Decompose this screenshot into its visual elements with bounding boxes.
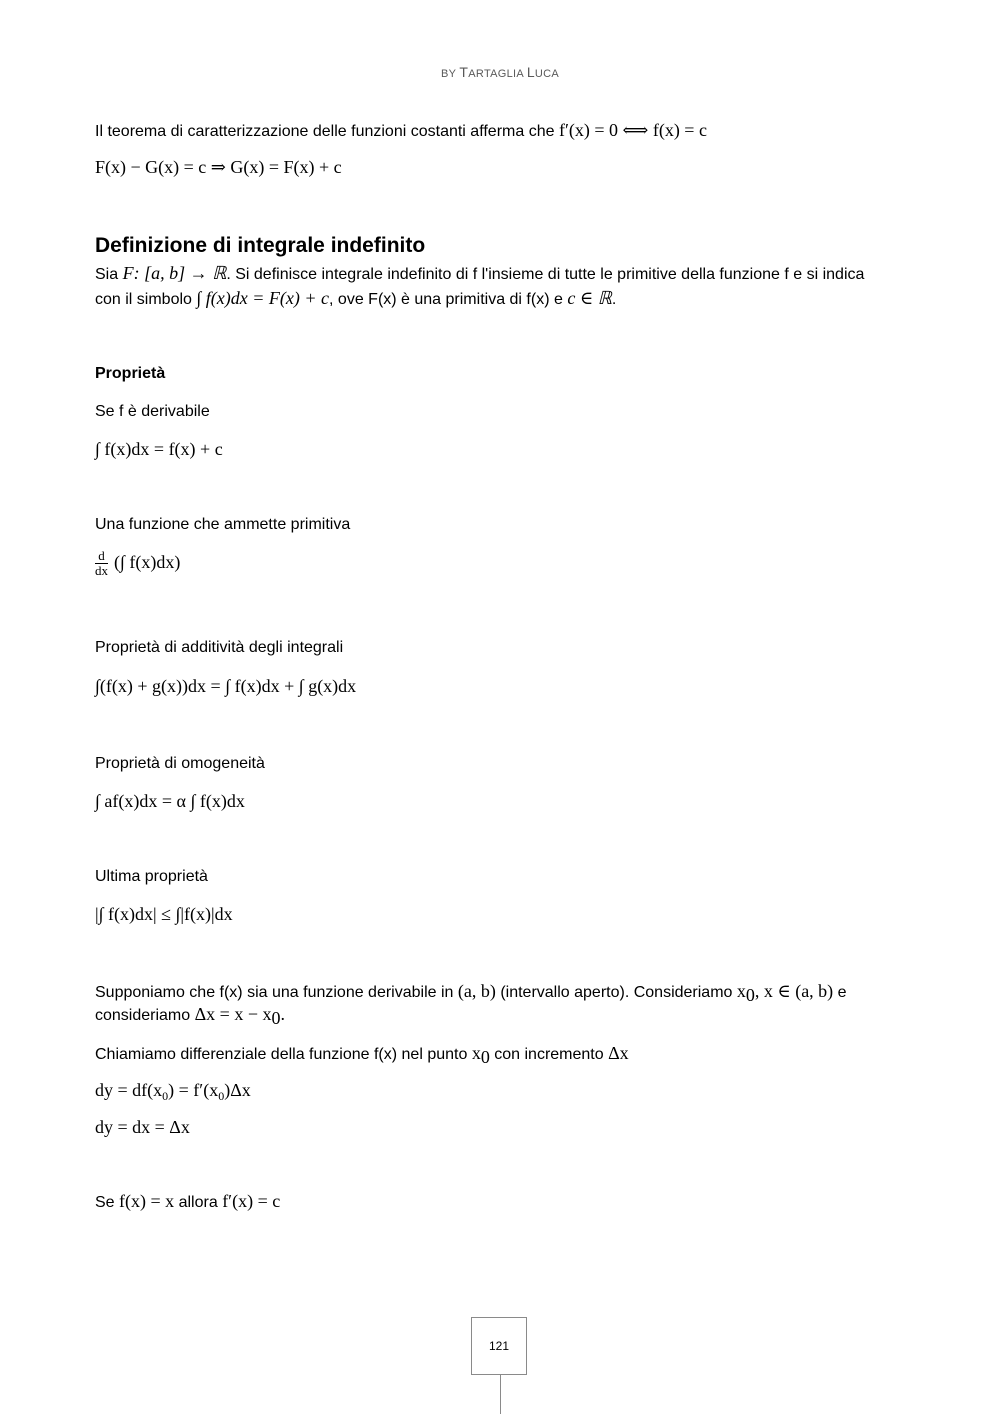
running-header: BY TARTAGLIA LUCA	[440, 64, 560, 80]
additivity-formula: ∫(f(x) + g(x))dx = ∫ f(x)dx + ∫ g(x)dx	[95, 676, 357, 696]
homogeneity-label: Proprietà di omogeneità	[95, 755, 265, 772]
page-number-box	[471, 1317, 527, 1375]
theorem-formula: f′(x) = 0 ⟺ f(x) = c	[558, 120, 707, 140]
constant-formula: c ∈ ℝ	[567, 288, 612, 308]
derivable-label: Se f è derivabile	[95, 403, 210, 420]
relation-formula: F(x) − G(x) = c ⇒ G(x) = F(x) + c	[95, 157, 342, 177]
definition-line-1: Sia F: [a, b] → ℝ. Si definisce integrale indefinito di f l'insieme di tutte le primitive della funzione f e si indica	[95, 263, 865, 283]
map-formula: F: [a, b] → ℝ	[122, 263, 227, 283]
primitive-formula-row	[95, 549, 180, 579]
primitive-formula: (∫ f(x)dx)	[114, 551, 181, 572]
definition-line-2: con il simbolo ∫ f(x)dx = F(x) + c, ove F(x) è una primitiva di f(x) e c ∈ ℝ.	[95, 288, 617, 308]
last-property-formula: |∫ f(x)dx| ≤ ∫|f(x)|dx	[95, 904, 233, 924]
properties-title: Proprietà	[95, 365, 166, 382]
differential-definition: Chiamiamo differenziale della funzione f(x) nel punto $x_0$ con incremento Δx	[95, 1043, 629, 1067]
integral-formula: ∫ f(x)dx = F(x) + c	[196, 288, 330, 308]
page-number: 121	[488, 1339, 510, 1353]
differential-equation-2: dy = dx = Δx	[95, 1117, 190, 1137]
last-property-label: Ultima proprietà	[95, 868, 208, 885]
homogeneity-formula: ∫ af(x)dx = α ∫ f(x)dx	[95, 791, 245, 811]
derivable-formula: ∫ f(x)dx = f(x) + c	[95, 439, 223, 459]
differential-paragraph-1: Supponiamo che f(x) sia una funzione derivabile in (a, b) (intervallo aperto). Consideriamo $x_0$, x ∈ (a, b) e	[95, 981, 847, 1005]
differential-paragraph-2: consideriamo $\Delta x = x - x_0$.	[95, 1004, 285, 1028]
page-number-line	[500, 1375, 501, 1414]
theorem-line	[95, 120, 707, 142]
additivity-label: Proprietà di additività degli integrali	[95, 639, 344, 656]
derivative-fraction: $\frac{d}{dx}$	[95, 548, 108, 579]
final-statement: Se f(x) = x allora f′(x) = c	[95, 1191, 281, 1211]
theorem-text: Il teorema di caratterizzazione delle funzioni costanti afferma che	[95, 123, 559, 140]
primitive-label: Una funzione che ammette primitiva	[95, 516, 351, 533]
section-title: Definizione di integrale indefinito	[95, 234, 426, 257]
differential-equation-1: dy = $df(x_0) = f'(x_0)\Delta x$	[95, 1080, 251, 1103]
